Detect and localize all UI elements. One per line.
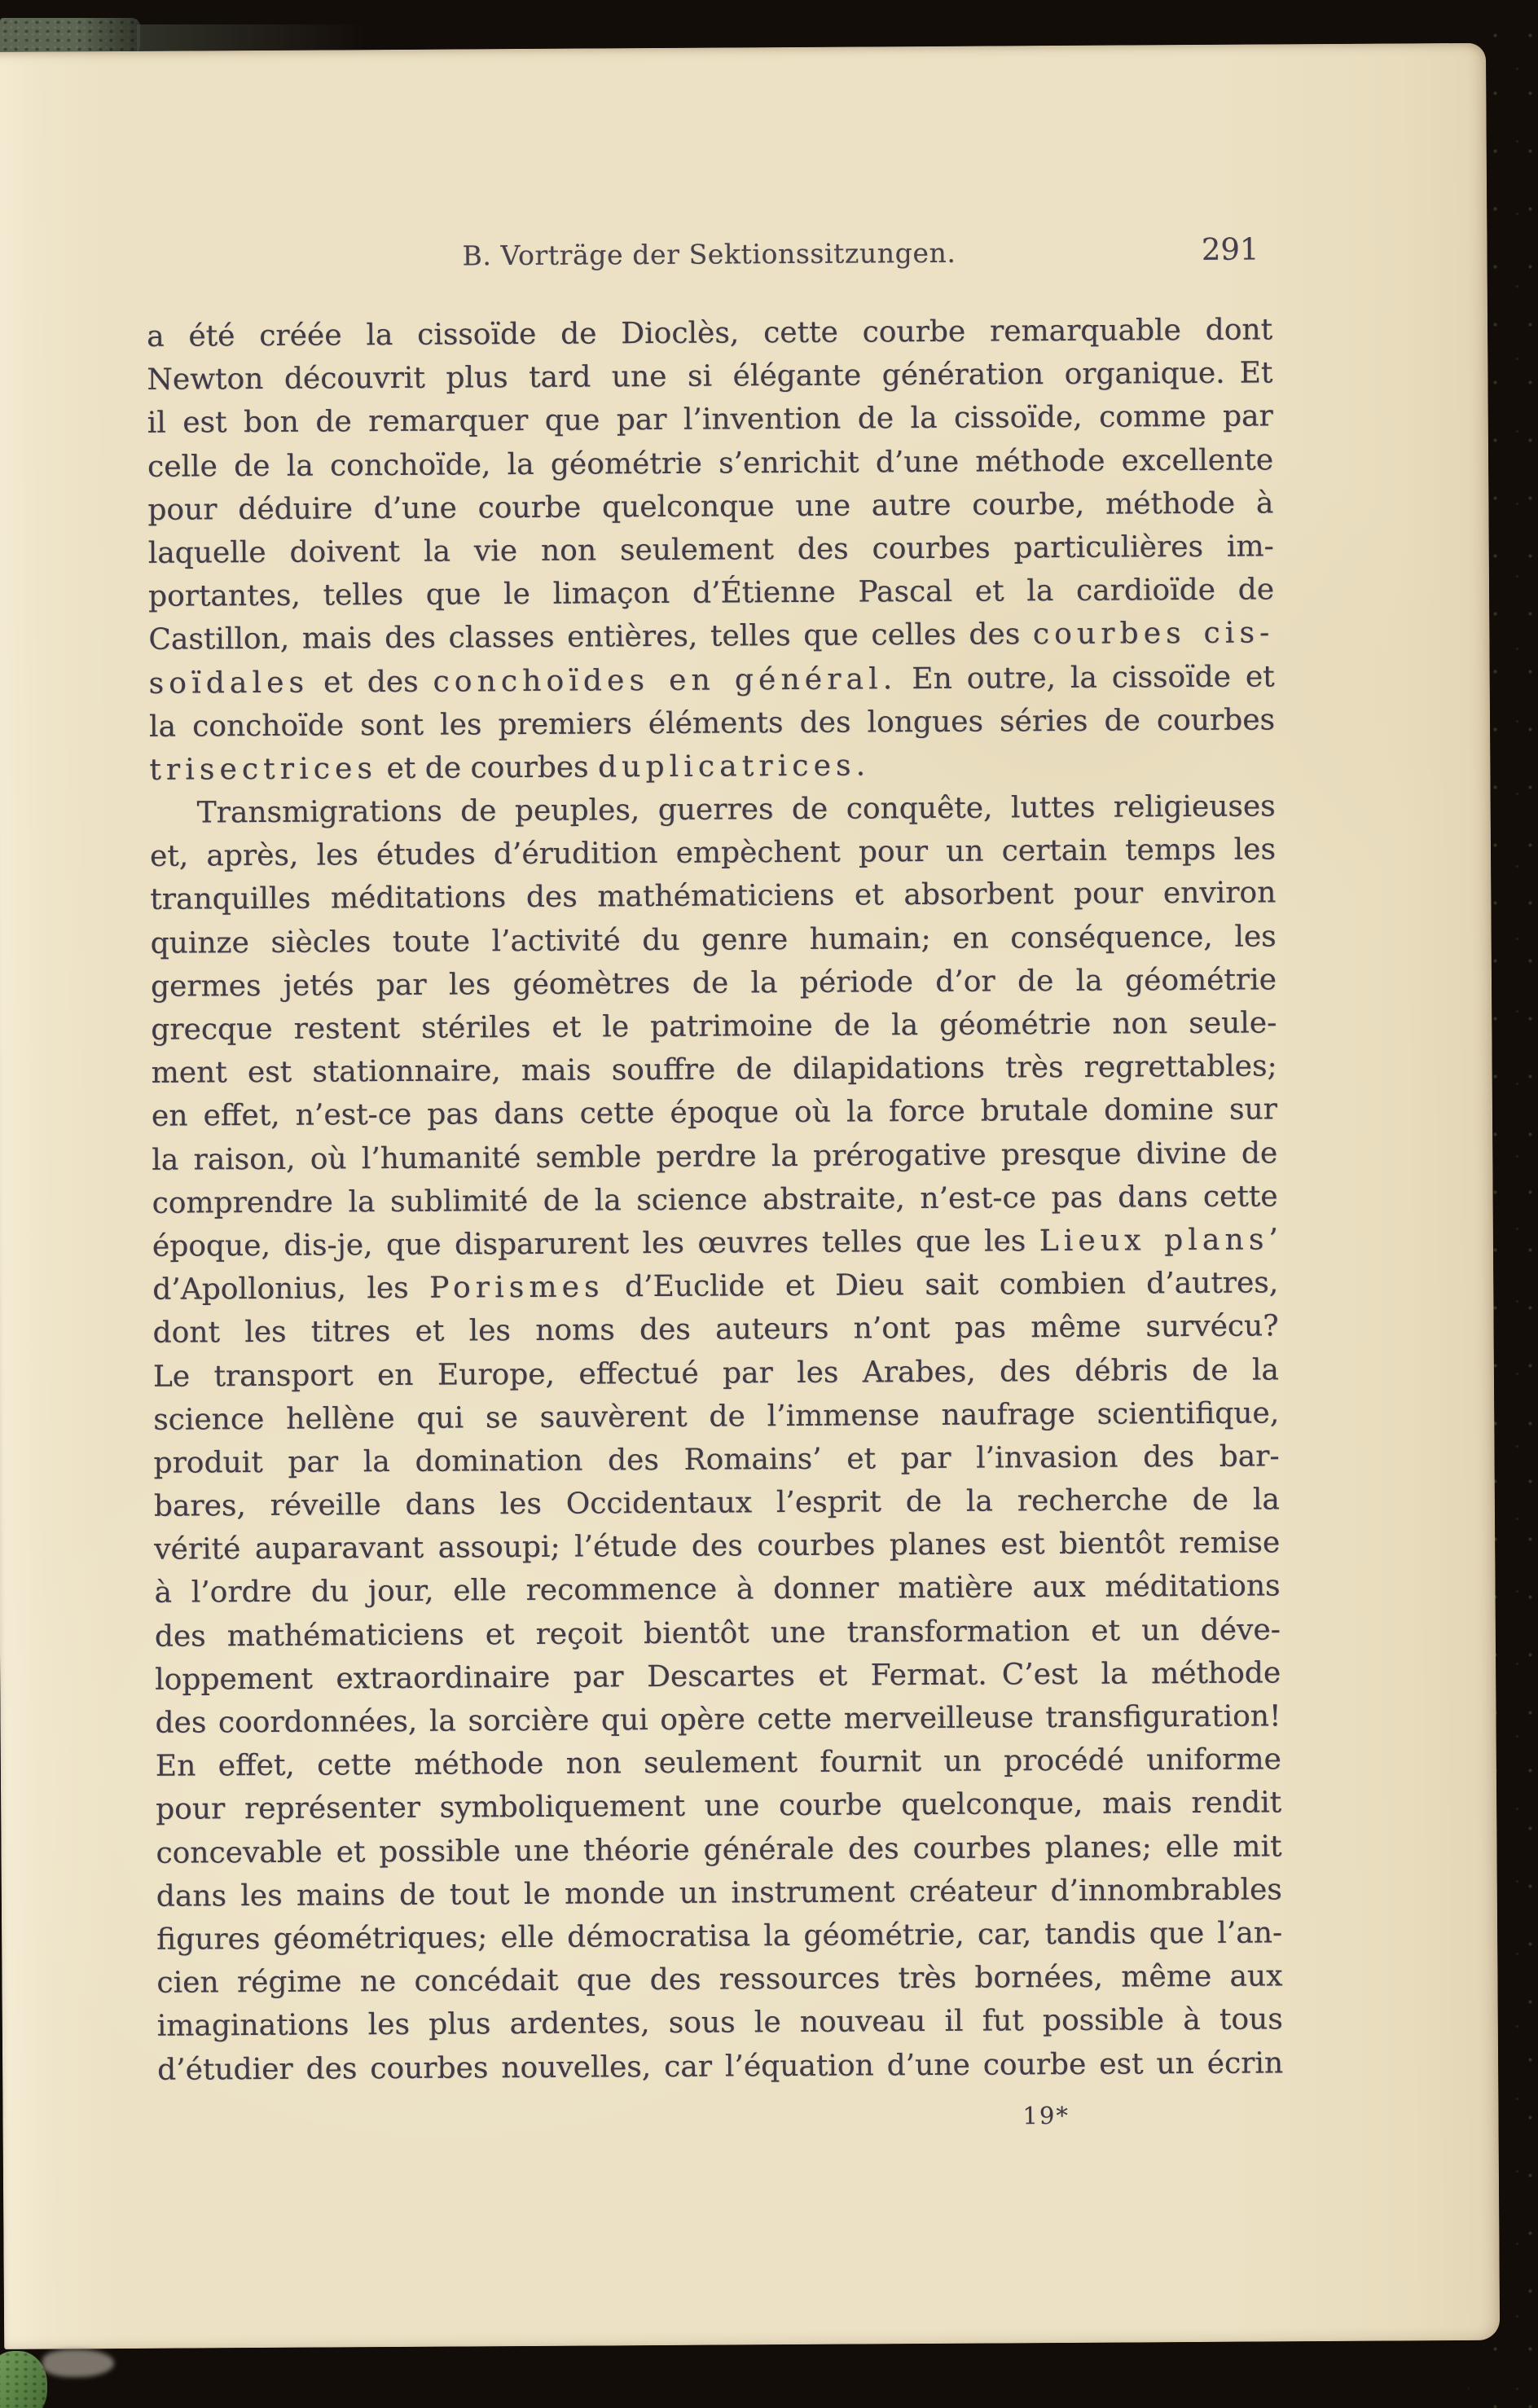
text-segment: loppement extraordinaire par Descartes et Fermat. C’est la méthode [155,1656,1281,1697]
letterspaced-text: Porismes [429,1270,604,1305]
text-segment: imaginations les plus ardentes, sous le nouveau il fut possible à tous [156,2002,1283,2044]
text-line [156,1911,1282,1962]
text-segment: Newton découvrit plus tard une si élégante génération organique. Et [147,356,1273,398]
text-line [151,1001,1277,1052]
text-line [147,481,1273,532]
text-segment: dont les titres et les noms des auteurs n’ont pas même survécu? [152,1309,1279,1351]
text-line [152,1261,1278,1312]
text-segment: science hellène qui se sauvèrent de l’immense naufrage scientifique, [153,1396,1280,1437]
letterspaced-text: trisectrices [149,751,378,787]
text-segment: bares, réveille dans les Occidentaux l’esprit de la recherche de la [153,1483,1281,1523]
text-line [149,698,1275,749]
text-segment: Transmigrations de peuples, guerres de conquête, luttes religieuses [196,789,1276,830]
text-line [157,1998,1283,2049]
text-segment: dans les mains de tout le monde un instrument créateur d’innombrables [156,1873,1282,1914]
text-segment: celle de la conchoïde, la géométrie s’enrichit d’une méthode excellente [147,442,1274,484]
text-segment: et des [309,665,433,700]
text-segment: la conchoïde sont les premiers éléments des longues séries de courbes [148,703,1276,744]
letterspaced-text: courbes cis- [1032,616,1275,652]
cover-cloth-bottom-left [0,2351,47,2408]
text-segment: figures géométriques; elle démocratisa la géométrie, car, tandis que l’an- [156,1916,1283,1957]
text-segment: a été créée la cissoïde de Dioclès, cette courbe remarquable dont [147,313,1273,354]
text-line [147,438,1273,489]
text-line [152,1088,1277,1139]
text-segment: à l’ordre du jour, elle recommence à donner matière aux méditations [154,1569,1281,1610]
text-segment: vérité auparavant assoupi; l’étude des courbes planes est bientôt remise [154,1526,1281,1567]
text-line [148,612,1274,662]
letterspaced-text: conchoïdes en général. [433,661,898,699]
text-line [149,741,1275,792]
page-number: 291 [1201,231,1259,267]
text-line [155,1651,1281,1702]
text-line [156,1738,1281,1789]
text-line [149,655,1275,705]
text-segment: d’étudier des courbes nouvelles, car l’équation d’une courbe est un écrin [157,2045,1284,2087]
text-line [147,352,1272,402]
text-segment: et de courbes [376,750,599,785]
running-head-title: B. Vorträge der Sektionssitzungen. [462,236,956,272]
text-segment: portantes, telles que le limaçon d’Étienne Pascal et la cardioïde de [147,573,1275,613]
text-line [151,1045,1277,1096]
letterspaced-text: Lieux plans [1039,1223,1269,1259]
text-line [154,1565,1280,1615]
text-segment: des coordonnées, la sorcière qui opère cette merveilleuse transfiguration! [155,1699,1281,1740]
running-head [146,231,1272,282]
text-segment: la raison, où l’humanité semble perdre la prérogative presque divine de [152,1136,1278,1177]
book-page [0,43,1500,2349]
text-segment: pour représenter symboliquement une courbe quelconque, mais rendit [156,1786,1282,1827]
text-line [152,1218,1278,1268]
text-line [152,1131,1277,1182]
blurred-object-bottom-left [42,2349,114,2377]
text-line [155,1694,1281,1745]
text-segment: d’Apollonius, les [152,1271,430,1307]
text-segment: cien régime ne concédait que des ressources très bornées, même aux [156,1959,1283,2000]
text-line [155,1608,1281,1659]
text-segment: tranquilles méditations des mathématiciens et absorbent pour environ [150,876,1277,917]
text-segment: Castillon, mais des classes entières, telles que celles des [148,617,1034,657]
text-line [153,1391,1279,1442]
text-line [156,1782,1281,1832]
text-line [153,1348,1279,1399]
text-line [156,1954,1282,2005]
text-segment: ment est stationnaire, mais souffre de dilapidations très regrettables; [151,1049,1277,1091]
text-line [150,872,1276,922]
text-segment: laquelle doivent la vie non seulement des courbes particulières im- [147,529,1274,570]
text-segment: Le transport en Europe, effectué par les Arabes, des débris de la [152,1352,1280,1394]
signature-mark: 19* [1022,2101,1070,2130]
text-segment: En outre, la cissoïde et [897,659,1275,696]
text-line [148,525,1274,575]
text-segment: et, après, les études d’érudition empèchent pour un certain temps les [149,833,1277,874]
text-line [156,1825,1281,1875]
text-line [156,1868,1282,1918]
text-line [154,1522,1280,1572]
letterspaced-text: duplicatrices. [597,749,871,784]
text-line [150,828,1276,879]
page-body [147,308,1283,2091]
text-segment: il est bon de remarquer que par l’invention de la cissoïde, comme par [147,399,1273,441]
text-segment: En effet, cette méthode non seulement fournit un procédé uniforme [155,1742,1281,1783]
text-segment: d’Euclide et Dieu sait combien d’autres, [604,1266,1279,1304]
text-line [157,2041,1283,2092]
text-line [152,1305,1278,1356]
text-line [151,915,1277,965]
text-segment: époque, dis-je, que disparurent les œuvres telles que les [152,1224,1039,1263]
text-segment: quinze siècles toute l’activité du genre humain; en conséquence, les [150,920,1277,960]
text-line [152,1175,1277,1225]
text-line [153,1435,1279,1485]
text-segment: ’ [1268,1223,1279,1257]
text-segment: en effet, n’est-ce pas dans cette époque où la force brutale domine sur [151,1092,1278,1134]
text-segment: germes jetés par les géomètres de la période d’or de la géométrie [150,963,1277,1004]
text-segment: comprendre la sublimité de la science abstraite, n’est-ce pas dans cette [152,1180,1278,1220]
text-segment: grecque restent stériles et le patrimoine de la géométrie non seule- [151,1006,1277,1047]
text-segment: concevable et possible une théorie générale des courbes planes; elle mit [156,1829,1282,1870]
text-line [151,958,1277,1008]
letterspaced-text: soïdales [148,666,310,701]
text-line [150,784,1276,835]
text-segment: pour déduire d’une courbe quelconque une autre courbe, méthode à [147,486,1274,527]
text-line [147,395,1273,446]
text-segment: des mathématiciens et reçoit bientôt une transformation et un déve- [154,1612,1281,1654]
text-line [154,1478,1280,1528]
text-line [147,308,1272,358]
text-line [148,569,1274,619]
text-segment: produit par la domination des Romains’ et par l’invasion des bar- [153,1439,1280,1480]
